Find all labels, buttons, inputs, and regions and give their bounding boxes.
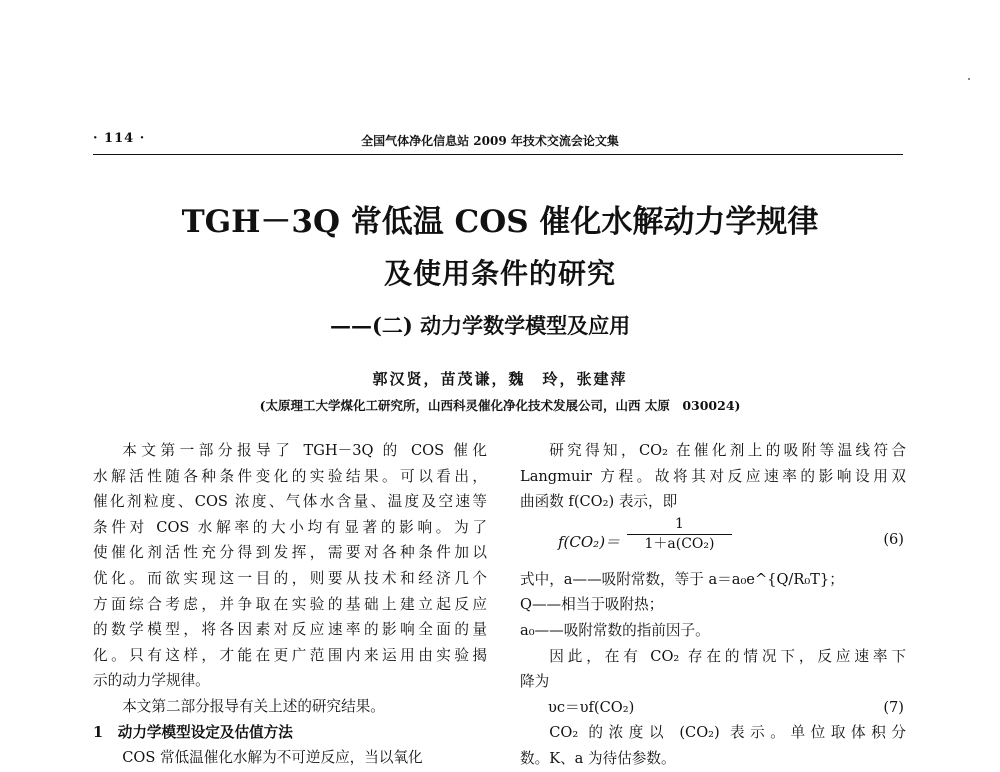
equation-6-lhs: f(CO₂)＝ bbox=[558, 532, 621, 551]
body-line: 降为 bbox=[520, 673, 550, 691]
equation-6-numerator: 1 bbox=[675, 515, 684, 532]
equation-6-denominator: 1＋a(CO₂) bbox=[644, 535, 715, 552]
authors: 郭汉贤，苗茂谦，魏 玲，张建萍 bbox=[372, 370, 628, 388]
body-line: 因此，在有 CO₂ 存在的情况下，反应速率下 bbox=[549, 647, 906, 665]
equation-7-number: (7) bbox=[883, 698, 904, 716]
body-line: 水解活性随各种条件变化的实验结果。可以看出， bbox=[93, 467, 487, 485]
body-line: 化。只有这样，才能在更广范围内来运用由实验揭 bbox=[93, 646, 487, 664]
body-line: 使催化剂活性充分得到发挥，需要对各种条件加以 bbox=[93, 544, 487, 562]
equation-7 bbox=[520, 695, 906, 721]
body-line-cut: 数。K、a 为待估参数。 bbox=[520, 749, 676, 767]
equation-6 bbox=[520, 515, 906, 567]
body-line: 曲函数 f(CO₂) 表示，即 bbox=[520, 493, 678, 511]
paper-title-line-2: 及使用条件的研究 bbox=[383, 257, 616, 290]
equation-6-number: (6) bbox=[883, 530, 904, 548]
equation-6-fraction bbox=[627, 515, 732, 553]
body-line: 研究得知，CO₂ 在催化剂上的吸附等温线符合 bbox=[549, 442, 906, 459]
page-number: · 114 · bbox=[93, 131, 146, 146]
body-line: 示的动力学规律。 bbox=[93, 672, 210, 690]
symbol-definition: 式中，a——吸附常数，等于 a＝a₀e^{Q/R₀T}； bbox=[520, 570, 844, 588]
left-column bbox=[93, 438, 487, 771]
symbol-definition: a₀——吸附常数的指前因子。 bbox=[520, 621, 710, 639]
body-line: 的数学模型，将各因素对反应速率的影响全面的量 bbox=[93, 621, 487, 639]
symbol-definition: Q——相当于吸附热； bbox=[520, 596, 664, 614]
body-line: 优化。而欲实现这一目的，则要从技术和经济几个 bbox=[93, 569, 487, 587]
scan-speck bbox=[968, 78, 970, 80]
body-line: Langmuir 方程。故将其对反应速率的影响设用双 bbox=[520, 467, 906, 485]
body-line: 条件对 COS 水解率的大小均有显著的影响。为了 bbox=[93, 518, 487, 536]
affiliation: (太原理工大学煤化工研究所，山西科灵催化净化技术发展公司，山西 太原 030024) bbox=[259, 398, 741, 413]
running-title: 全国气体净化信息站 2009 年技术交流会论文集 bbox=[361, 134, 619, 148]
body-line: 本文第一部分报导了 TGH－3Q 的 COS 催化 bbox=[122, 442, 487, 459]
right-column bbox=[520, 438, 906, 772]
section-heading: 1 动力学模型设定及估值方法 bbox=[93, 723, 293, 741]
paper-subtitle: ——(二) 动力学数学模型及应用 bbox=[330, 313, 631, 338]
equation-7-expression: υc＝υf(CO₂) bbox=[548, 698, 635, 716]
header-rule bbox=[93, 154, 903, 155]
body-line: 催化剂粒度、COS 浓度、气体水含量、温度及空速等 bbox=[93, 493, 487, 511]
body-line: 本文第二部分报导有关上述的研究结果。 bbox=[122, 697, 385, 715]
paper-title-line-1: TGH－3Q 常低温 COS 催化水解动力学规律 bbox=[181, 204, 819, 240]
body-line: CO₂ 的浓度以 (CO₂) 表示。单位取体积分 bbox=[549, 724, 906, 742]
body-line-cut: COS 常低温催化水解为不可逆反应，当以氧化 bbox=[122, 749, 423, 767]
body-line: 方面综合考虑，并争取在实验的基础上建立起反应 bbox=[93, 595, 487, 613]
